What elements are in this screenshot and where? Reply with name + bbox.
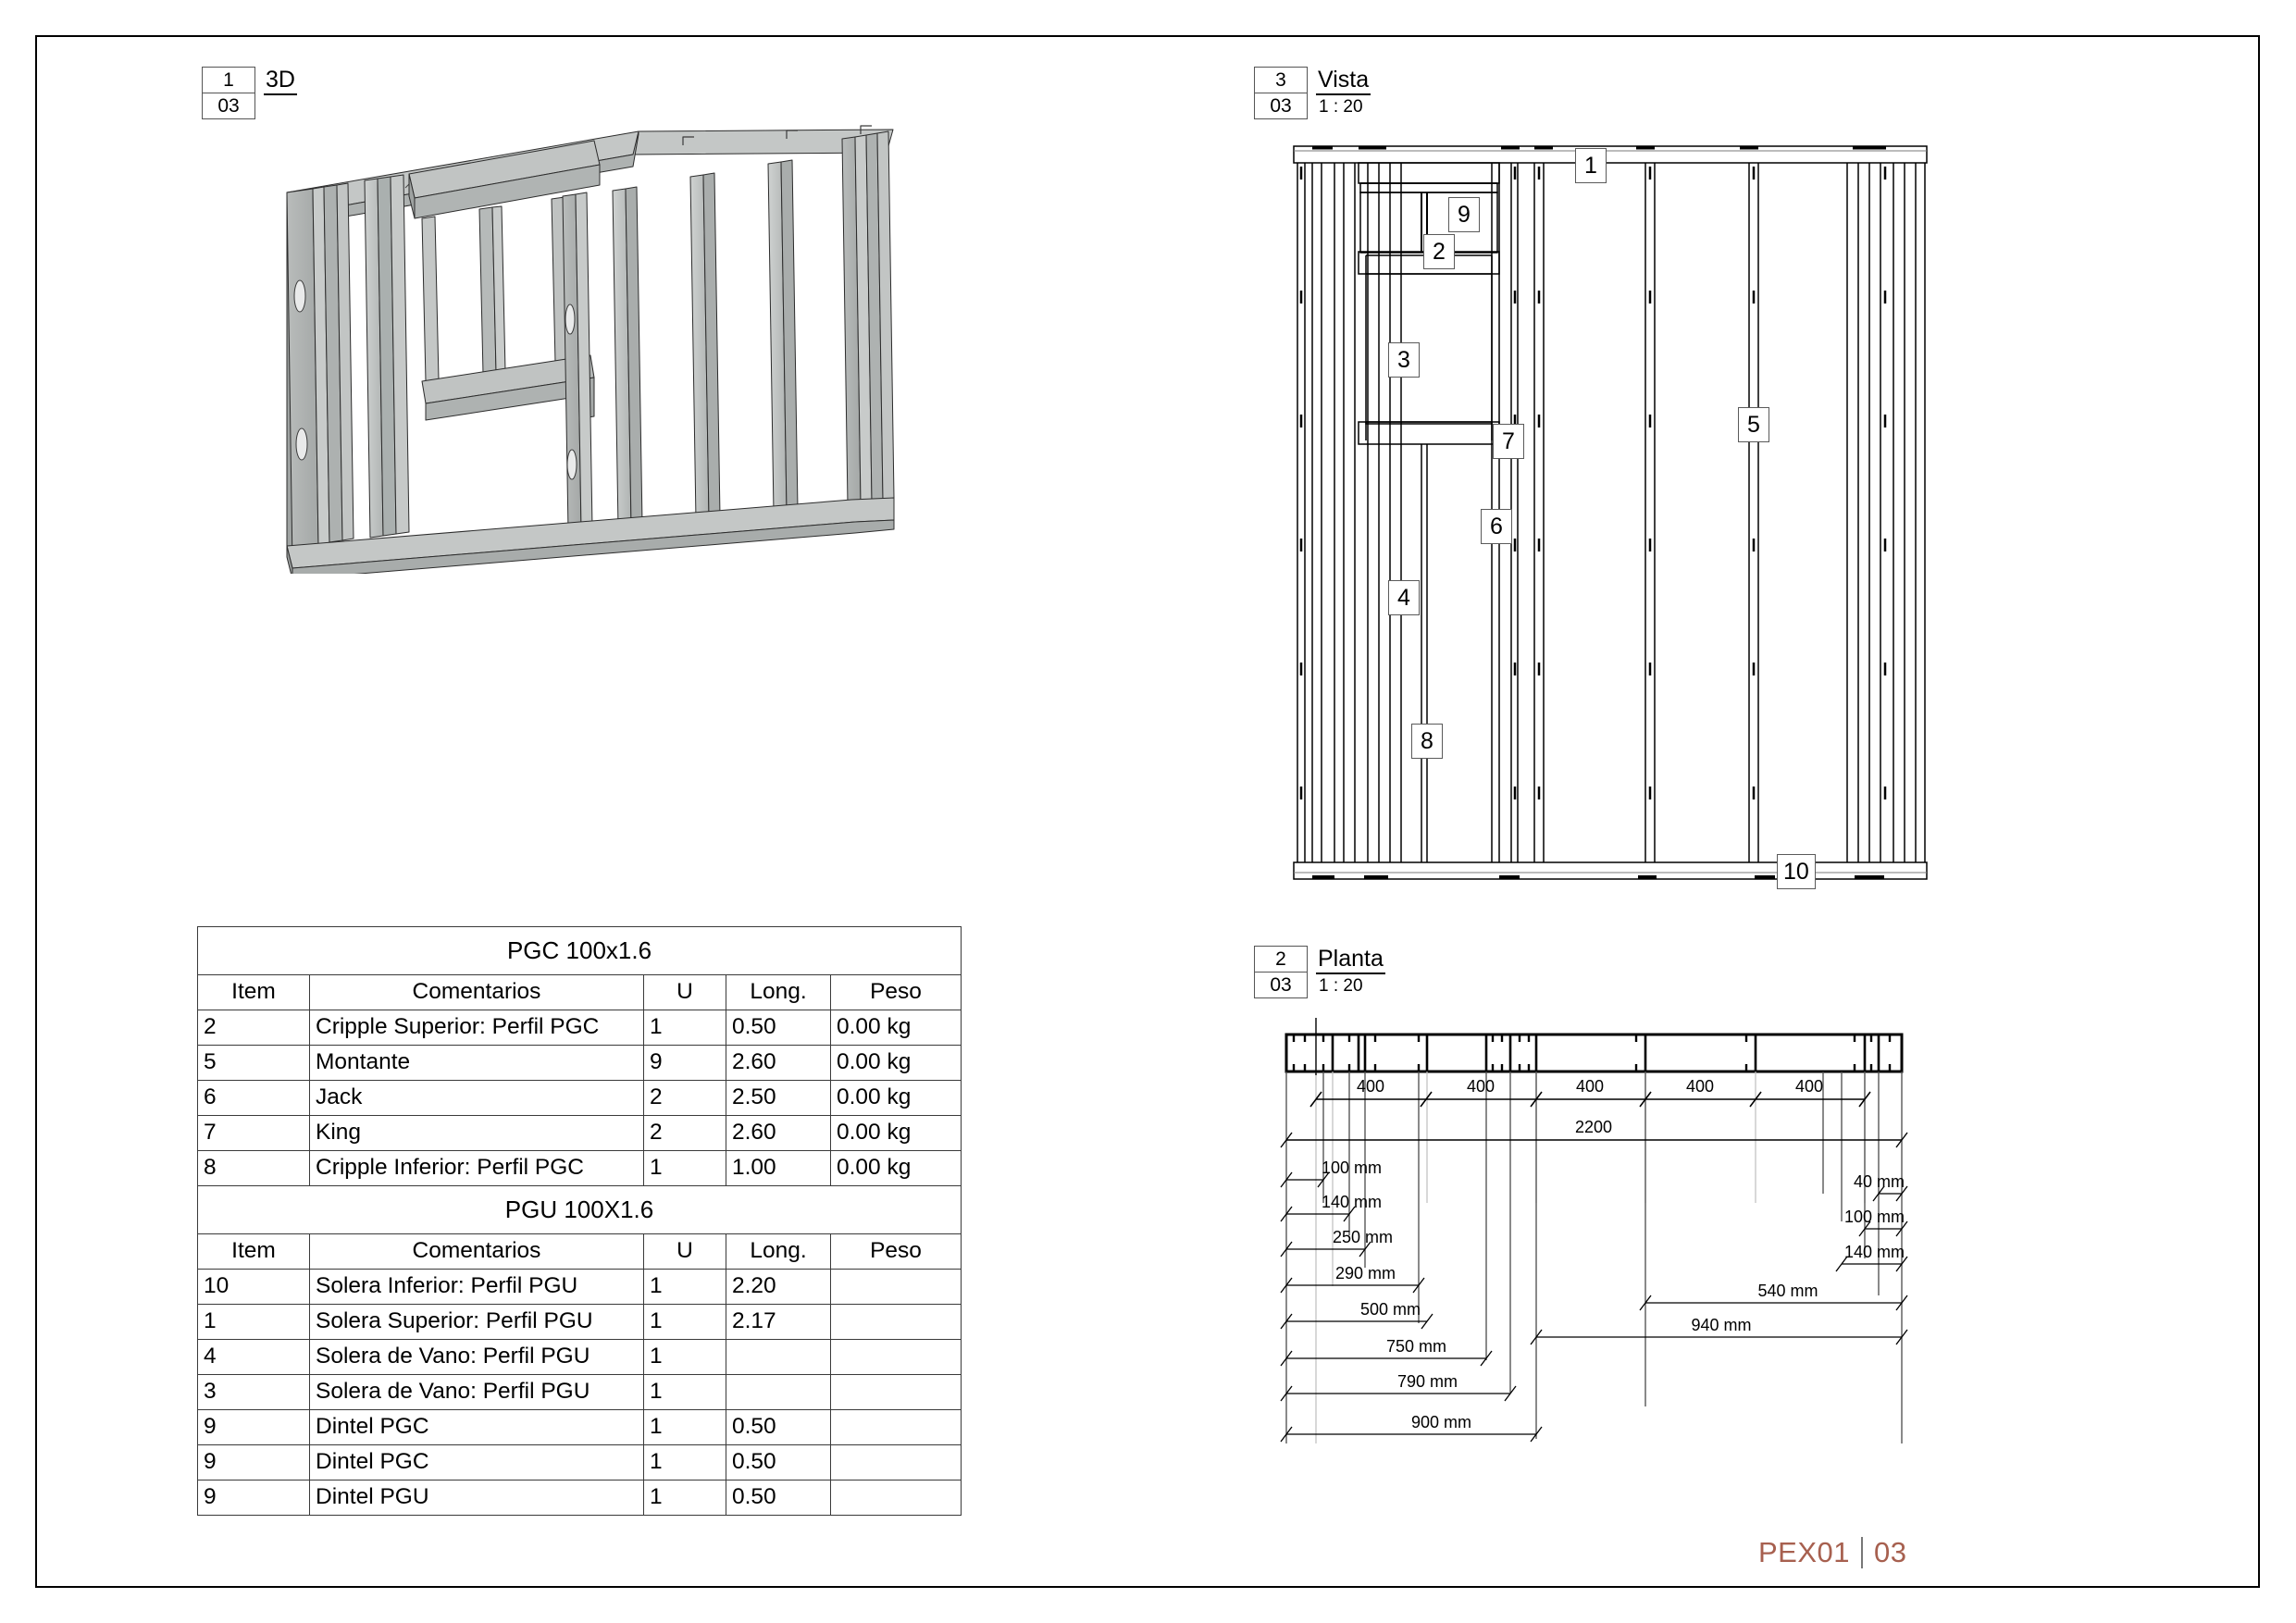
cell-comentarios: Solera Inferior: Perfil PGU (310, 1270, 644, 1305)
dim-right-1: 40 mm (1853, 1172, 1905, 1191)
cell-peso: 0.00 kg (831, 1046, 962, 1081)
view-detail-number: 1 (203, 68, 254, 93)
view-tag-numbox (1254, 67, 1308, 119)
cell-u: 1 (644, 1445, 726, 1481)
table-group-header-row (198, 927, 962, 975)
cell-peso (831, 1270, 962, 1305)
dim-left-3: 250 mm (1333, 1228, 1394, 1246)
dim-right-3: 140 mm (1843, 1243, 1905, 1261)
column-header-comentarios: Comentarios (310, 1234, 644, 1270)
view-tag-planta (1254, 946, 1385, 998)
dim-left-7: 790 mm (1397, 1372, 1458, 1391)
dim-left-6: 750 mm (1386, 1337, 1447, 1356)
cell-long: 2.60 (726, 1046, 831, 1081)
dim-right-5: 940 mm (1691, 1316, 1752, 1334)
view-detail-number: 2 (1255, 947, 1307, 973)
schedule-group-title: PGC 100x1.6 (198, 927, 962, 975)
cell-peso (831, 1305, 962, 1340)
cell-item: 2 (198, 1010, 310, 1046)
view-scale-planta: 1 : 20 (1319, 976, 1363, 996)
vista-item-tag (1777, 854, 1816, 889)
cell-peso (831, 1445, 962, 1481)
cell-comentarios: Montante (310, 1046, 644, 1081)
view-tag-labels (1316, 67, 1371, 119)
table-row (198, 1046, 962, 1081)
drawing-vista-elevation (1286, 139, 1934, 888)
view-tag-numbox (1254, 946, 1308, 998)
cell-peso: 0.00 kg (831, 1116, 962, 1151)
cell-comentarios: Dintel PGC (310, 1445, 644, 1481)
cell-long: 0.50 (726, 1481, 831, 1516)
vista-item-tag-label: 8 (1421, 727, 1433, 754)
cell-long (726, 1340, 831, 1375)
view-name-vista: Vista (1316, 67, 1371, 95)
table-row (198, 1410, 962, 1445)
cell-comentarios: Solera de Vano: Perfil PGU (310, 1340, 644, 1375)
column-header-item: Item (198, 1234, 310, 1270)
dim-left-1: 100 mm (1322, 1158, 1383, 1177)
cell-comentarios: Cripple Inferior: Perfil PGC (310, 1151, 644, 1186)
cell-item: 9 (198, 1445, 310, 1481)
view-sheet-ref: 03 (1270, 974, 1292, 996)
column-header-item: Item (198, 975, 310, 1010)
vista-item-tag-label: 4 (1397, 584, 1410, 611)
table-row (198, 1116, 962, 1151)
view-name-3d: 3D (264, 67, 297, 95)
table-row (198, 1010, 962, 1046)
view-sheet-ref: 03 (217, 95, 240, 117)
cell-long: 0.50 (726, 1410, 831, 1445)
column-header-peso: Peso (831, 1234, 962, 1270)
table-row (198, 1340, 962, 1375)
dim-left-5: 500 mm (1360, 1300, 1421, 1319)
schedule-table-pgc (197, 926, 962, 1516)
vista-item-tag-label: 5 (1747, 411, 1760, 438)
view-tag-vista (1254, 67, 1371, 119)
dim-right-2: 100 mm (1843, 1208, 1905, 1226)
dim-top-seg-5: 400 (1794, 1077, 1824, 1096)
drawing-planta-plan (1268, 1018, 1934, 1481)
cell-comentarios: Solera de Vano: Perfil PGU (310, 1375, 644, 1410)
vista-item-tag (1388, 580, 1420, 615)
title-block (1758, 1536, 1907, 1569)
vista-item-tag (1423, 234, 1455, 269)
view-tag-labels (264, 67, 297, 95)
cell-peso (831, 1375, 962, 1410)
cell-long: 0.50 (726, 1010, 831, 1046)
cell-long (726, 1375, 831, 1410)
cell-item: 6 (198, 1081, 310, 1116)
column-header-peso: Peso (831, 975, 962, 1010)
table-row (198, 1375, 962, 1410)
column-header-u: U (644, 975, 726, 1010)
dim-left-2: 140 mm (1322, 1193, 1383, 1211)
table-row (198, 1481, 962, 1516)
vista-item-tag (1388, 342, 1420, 378)
view-name-planta: Planta (1316, 946, 1385, 974)
table-row (198, 1081, 962, 1116)
project-code: PEX01 (1758, 1536, 1851, 1568)
vista-item-tag-label: 9 (1458, 201, 1471, 228)
cell-peso (831, 1340, 962, 1375)
vista-item-tag (1493, 424, 1524, 459)
cell-long: 2.20 (726, 1270, 831, 1305)
dim-left-4: 290 mm (1335, 1264, 1396, 1282)
cell-u: 2 (644, 1116, 726, 1151)
cell-comentarios: Cripple Superior: Perfil PGC (310, 1010, 644, 1046)
view-tag-numbox (202, 67, 255, 119)
column-header-long: Long. (726, 1234, 831, 1270)
cell-item: 10 (198, 1270, 310, 1305)
view-scale-vista: 1 : 20 (1319, 97, 1363, 117)
cell-comentarios: Dintel PGU (310, 1481, 644, 1516)
cell-peso: 0.00 kg (831, 1081, 962, 1116)
cell-item: 9 (198, 1410, 310, 1445)
cell-long: 0.50 (726, 1445, 831, 1481)
table-row (198, 1445, 962, 1481)
dim-top-overall: 2200 (1574, 1118, 1613, 1136)
vista-item-tag (1411, 724, 1443, 759)
cell-long: 2.60 (726, 1116, 831, 1151)
vista-item-tag-label: 1 (1584, 152, 1597, 179)
cell-u: 1 (644, 1270, 726, 1305)
vista-item-tag-label: 6 (1490, 513, 1503, 539)
table-header-row (198, 975, 962, 1010)
table-row (198, 1151, 962, 1186)
schedule-group-title: PGU 100X1.6 (198, 1186, 962, 1234)
cell-item: 3 (198, 1375, 310, 1410)
dim-top-seg-1: 400 (1356, 1077, 1385, 1096)
vista-item-tag (1448, 197, 1480, 232)
dim-top-seg-3: 400 (1575, 1077, 1605, 1096)
cell-item: 8 (198, 1151, 310, 1186)
cell-peso (831, 1481, 962, 1516)
vista-item-tag (1738, 407, 1769, 442)
view-tag-labels (1316, 946, 1385, 998)
cell-peso (831, 1410, 962, 1445)
cell-long: 1.00 (726, 1151, 831, 1186)
cell-u: 2 (644, 1081, 726, 1116)
cell-comentarios: Solera Superior: Perfil PGU (310, 1305, 644, 1340)
column-header-long: Long. (726, 975, 831, 1010)
dim-left-8: 900 mm (1411, 1413, 1472, 1431)
cell-peso: 0.00 kg (831, 1151, 962, 1186)
cell-u: 1 (644, 1010, 726, 1046)
table-row (198, 1305, 962, 1340)
cell-u: 1 (644, 1375, 726, 1410)
dim-right-4: 540 mm (1757, 1282, 1818, 1300)
sheet-number: 03 (1874, 1536, 1907, 1568)
cell-item: 9 (198, 1481, 310, 1516)
cell-u: 1 (644, 1481, 726, 1516)
vista-item-tag-label: 10 (1783, 858, 1809, 885)
dim-top-seg-2: 400 (1466, 1077, 1496, 1096)
vista-item-tag (1575, 148, 1607, 183)
cell-peso: 0.00 kg (831, 1010, 962, 1046)
vista-item-tag (1481, 509, 1512, 544)
cell-item: 7 (198, 1116, 310, 1151)
cell-comentarios: Dintel PGC (310, 1410, 644, 1445)
column-header-u: U (644, 1234, 726, 1270)
column-header-comentarios: Comentarios (310, 975, 644, 1010)
table-row (198, 1270, 962, 1305)
cell-long: 2.50 (726, 1081, 831, 1116)
vista-item-tag-label: 2 (1433, 238, 1446, 265)
cell-item: 5 (198, 1046, 310, 1081)
drawing-3d-isometric (268, 111, 898, 574)
cell-u: 1 (644, 1305, 726, 1340)
cell-u: 1 (644, 1340, 726, 1375)
cell-item: 4 (198, 1340, 310, 1375)
cell-u: 1 (644, 1151, 726, 1186)
title-block-divider (1861, 1537, 1863, 1568)
cell-u: 9 (644, 1046, 726, 1081)
view-sheet-ref: 03 (1270, 95, 1292, 117)
view-detail-number: 3 (1255, 68, 1307, 93)
table-group-header-row (198, 1186, 962, 1234)
cell-comentarios: Jack (310, 1081, 644, 1116)
table-header-row (198, 1234, 962, 1270)
cell-long: 2.17 (726, 1305, 831, 1340)
cell-comentarios: King (310, 1116, 644, 1151)
vista-item-tag-label: 3 (1397, 346, 1410, 373)
vista-item-tag-label: 7 (1502, 427, 1515, 454)
cell-u: 1 (644, 1410, 726, 1445)
dim-top-seg-4: 400 (1685, 1077, 1715, 1096)
cell-item: 1 (198, 1305, 310, 1340)
